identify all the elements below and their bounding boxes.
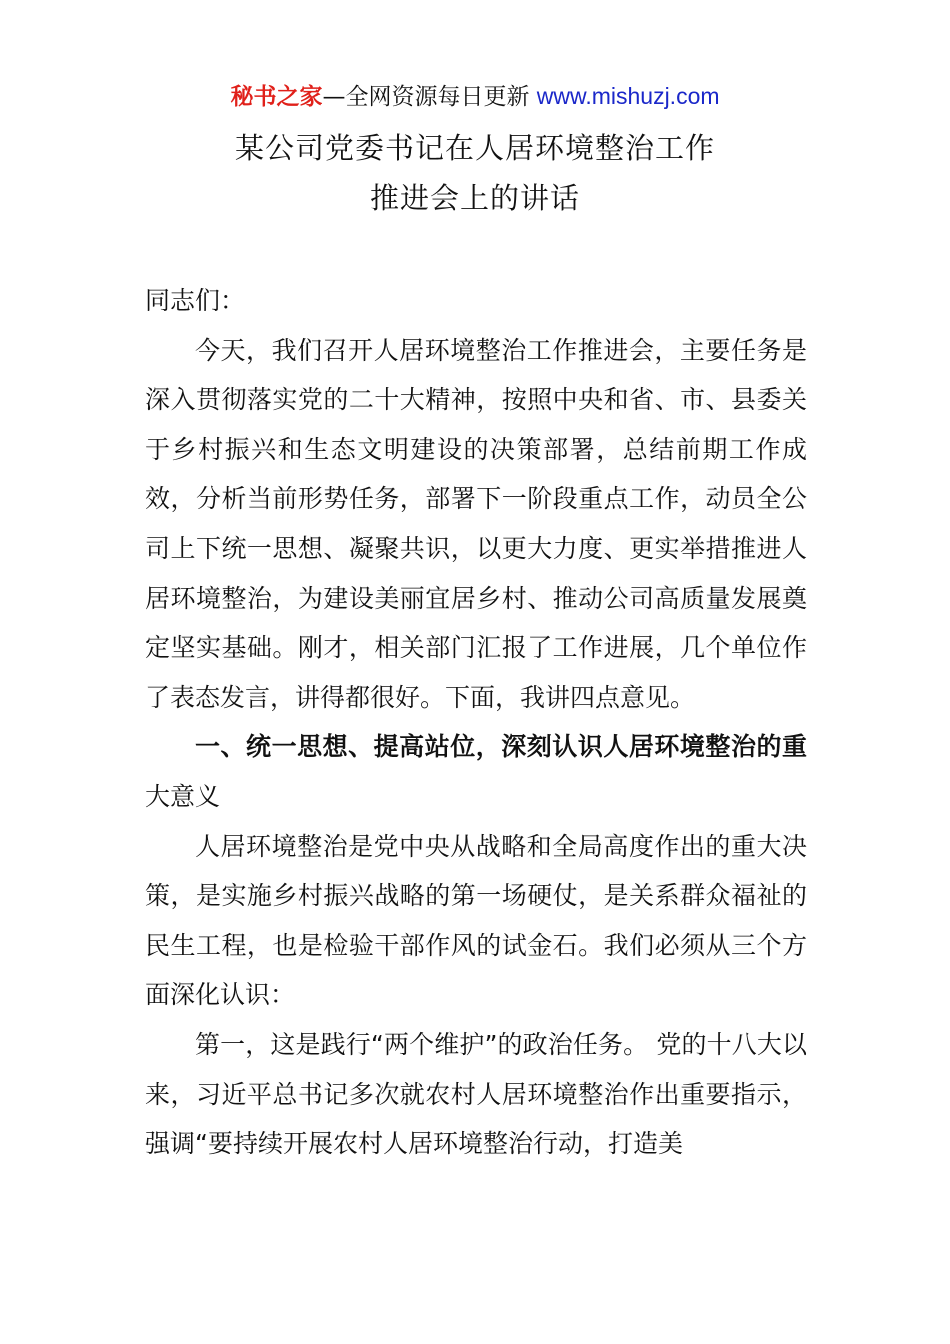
section-1-heading bbox=[145, 722, 807, 821]
section-1-paragraph: 人居环境整治是党中央从战略和全局高度作出的重大决策，是实施乡村振兴战略的第一场硬仗，是关系群众福祉的民生工程，也是检验干部作风的试金石。我们必须从三个方面深化认识： bbox=[145, 831, 807, 1010]
section-1-heading-bold: 一、统一思想、提高站位，深刻认识人居环境整治的重 bbox=[195, 732, 807, 762]
site-brand: 秘书之家 bbox=[230, 84, 323, 110]
site-url[interactable]: www.mishuzj.com bbox=[536, 83, 720, 109]
salutation: 同志们： bbox=[145, 286, 246, 315]
intro-paragraph: 今天，我们召开人居环境整治工作推进会，主要任务是深入贯彻落实党的二十大精神，按照中央和省、市、县委关于乡村振兴和生态文明建设的决策部署，总结前期工作成效，分析当前形势任务，部署下一阶段重点工作，动员全公司上下统一思想、凝聚共识，以更大力度、更实举措推进人居环境整治，为建设美丽宜居乡村、推动公司高质量发展奠定坚实基础。刚才，相关部门汇报了工作进展，几个单位作了表态发言，讲得都很好。下面，我讲四点意见。 bbox=[145, 335, 807, 712]
document-title-line-1: 某公司党委书记在人居环境整治工作 bbox=[234, 131, 715, 165]
site-header bbox=[0, 80, 950, 113]
document-title-line-2: 推进会上的讲话 bbox=[369, 181, 580, 215]
section-1-heading-rest: 大意义 bbox=[145, 781, 221, 811]
point-1-paragraph: 第一，这是践行“两个维护”的政治任务。 党的十八大以来，习近平总书记多次就农村人居环境整治作出重要指示，强调“要持续开展农村人居环境整治行动，打造美 bbox=[145, 1029, 807, 1159]
site-slogan: —全网资源每日更新 bbox=[322, 84, 530, 110]
document-body bbox=[145, 276, 807, 1169]
